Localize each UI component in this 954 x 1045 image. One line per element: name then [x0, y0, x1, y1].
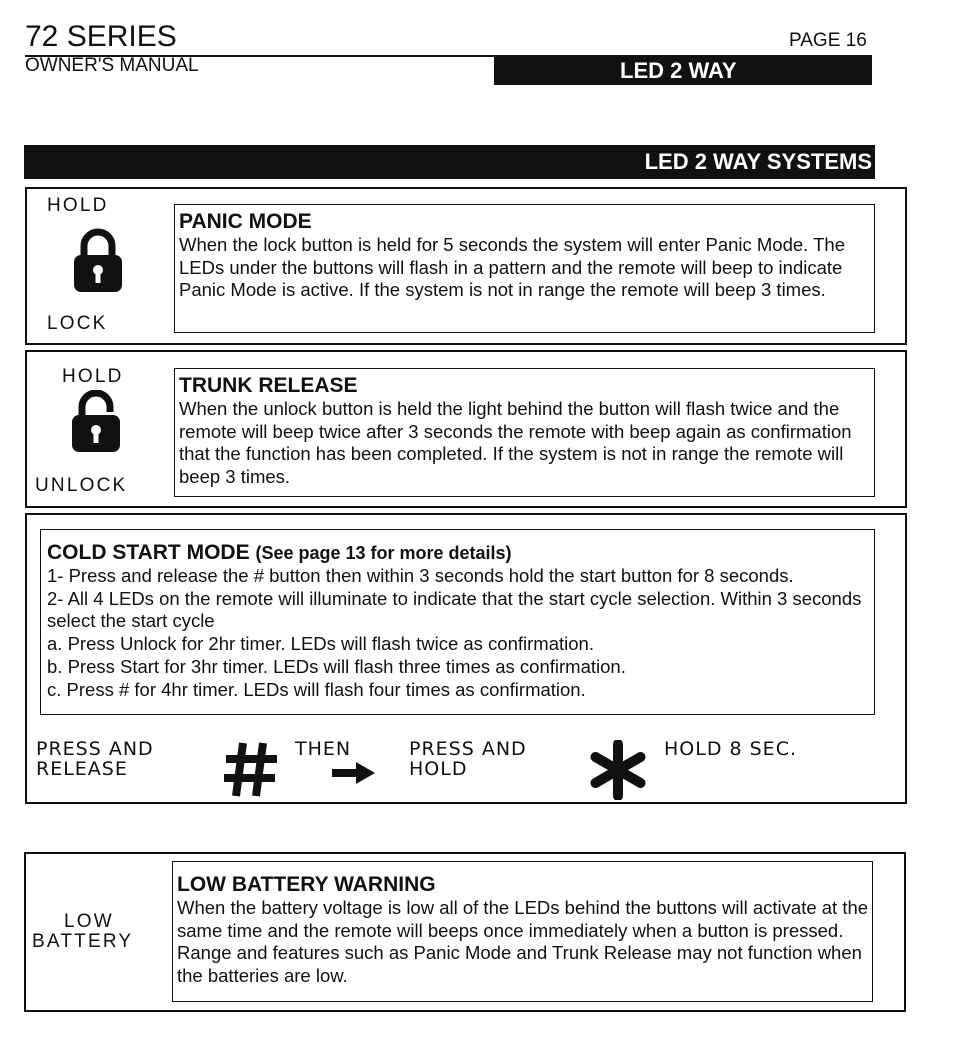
- cold-start-step-a: a. Press Unlock for 2hr timer. LEDs will flash twice as confirmation.: [47, 633, 594, 655]
- trunk-release-title: TRUNK RELEASE: [179, 374, 358, 397]
- trunk-release-body: When the unlock button is held the light behind the button will flash twice and the remote will beep twice after 3 seconds the remote with beep again as confirmation that the function has been completed. If the system is not in range the remote will beep 3 times.: [179, 398, 852, 488]
- unlocked-padlock-icon: [72, 390, 124, 452]
- manual-label: OWNER'S MANUAL: [25, 55, 199, 76]
- hold-duration-label: HOLD 8 SEC.: [664, 738, 797, 760]
- press-release-label-line1: PRESS AND: [36, 738, 154, 760]
- press-hold-label-line2: HOLD: [409, 758, 468, 780]
- systems-bar-title: LED 2 WAY SYSTEMS: [644, 149, 872, 174]
- panic-mode-textbox: [174, 204, 875, 333]
- cold-start-step-c: c. Press # for 4hr timer. LEDs will flash four times as confirmation.: [47, 678, 586, 700]
- cold-start-heading: [47, 541, 874, 565]
- star-button-symbol: [588, 740, 648, 800]
- panic-hold-label: HOLD: [47, 195, 109, 216]
- right-arrow-icon: [332, 761, 376, 785]
- cold-start-textbox: [40, 529, 875, 715]
- low-battery-textbox: [172, 861, 873, 1002]
- page-number: PAGE 16: [789, 30, 867, 51]
- cold-start-title-note: (See page 13 for more details): [255, 543, 512, 563]
- cold-start-title: COLD START MODE: [47, 541, 250, 564]
- systems-bar: [24, 145, 875, 179]
- panic-lock-label: LOCK: [47, 313, 108, 334]
- then-label: THEN: [295, 738, 352, 760]
- press-hold-label-line1: PRESS AND: [409, 738, 527, 760]
- panic-mode-body: When the lock button is held for 5 seconds the system will enter Panic Mode. The LEDs under the buttons will flash in a pattern and the remote will beep to indicate Panic Mode is active. If the system is not in range the remote will beep 3 times.: [179, 234, 845, 301]
- panic-mode-title: PANIC MODE: [179, 210, 312, 233]
- cold-start-step-1: 1- Press and release the # button then within 3 seconds hold the start button for 8 seconds.: [47, 565, 794, 586]
- section-tab-label: LED 2 WAY: [620, 58, 737, 83]
- cold-start-step-2: 2- All 4 LEDs on the remote will illuminate to indicate that the start cycle selection. Within 3 seconds select the start cycle: [47, 587, 862, 632]
- hash-button-symbol: [222, 740, 280, 798]
- cold-start-step-b: b. Press Start for 3hr timer. LEDs will flash three times as confirmation.: [47, 655, 626, 677]
- series-title: 72 SERIES: [25, 20, 177, 53]
- low-battery-label-line1: LOW: [64, 911, 114, 932]
- low-battery-label-line2: BATTERY: [32, 931, 134, 952]
- locked-padlock-icon: [74, 228, 122, 292]
- press-release-label-line2: RELEASE: [36, 758, 128, 780]
- trunk-release-textbox: [174, 368, 875, 497]
- section-tab: [494, 55, 872, 85]
- trunk-hold-label: HOLD: [62, 366, 124, 387]
- trunk-unlock-label: UNLOCK: [35, 475, 128, 496]
- low-battery-body: When the battery voltage is low all of the LEDs behind the buttons will activate at the same time and the remote will beeps once immediately when a button is pressed. Range and features such as Panic Mode and Trunk Release may not function when the batteries are low.: [177, 897, 869, 987]
- low-battery-title: LOW BATTERY WARNING: [177, 873, 436, 896]
